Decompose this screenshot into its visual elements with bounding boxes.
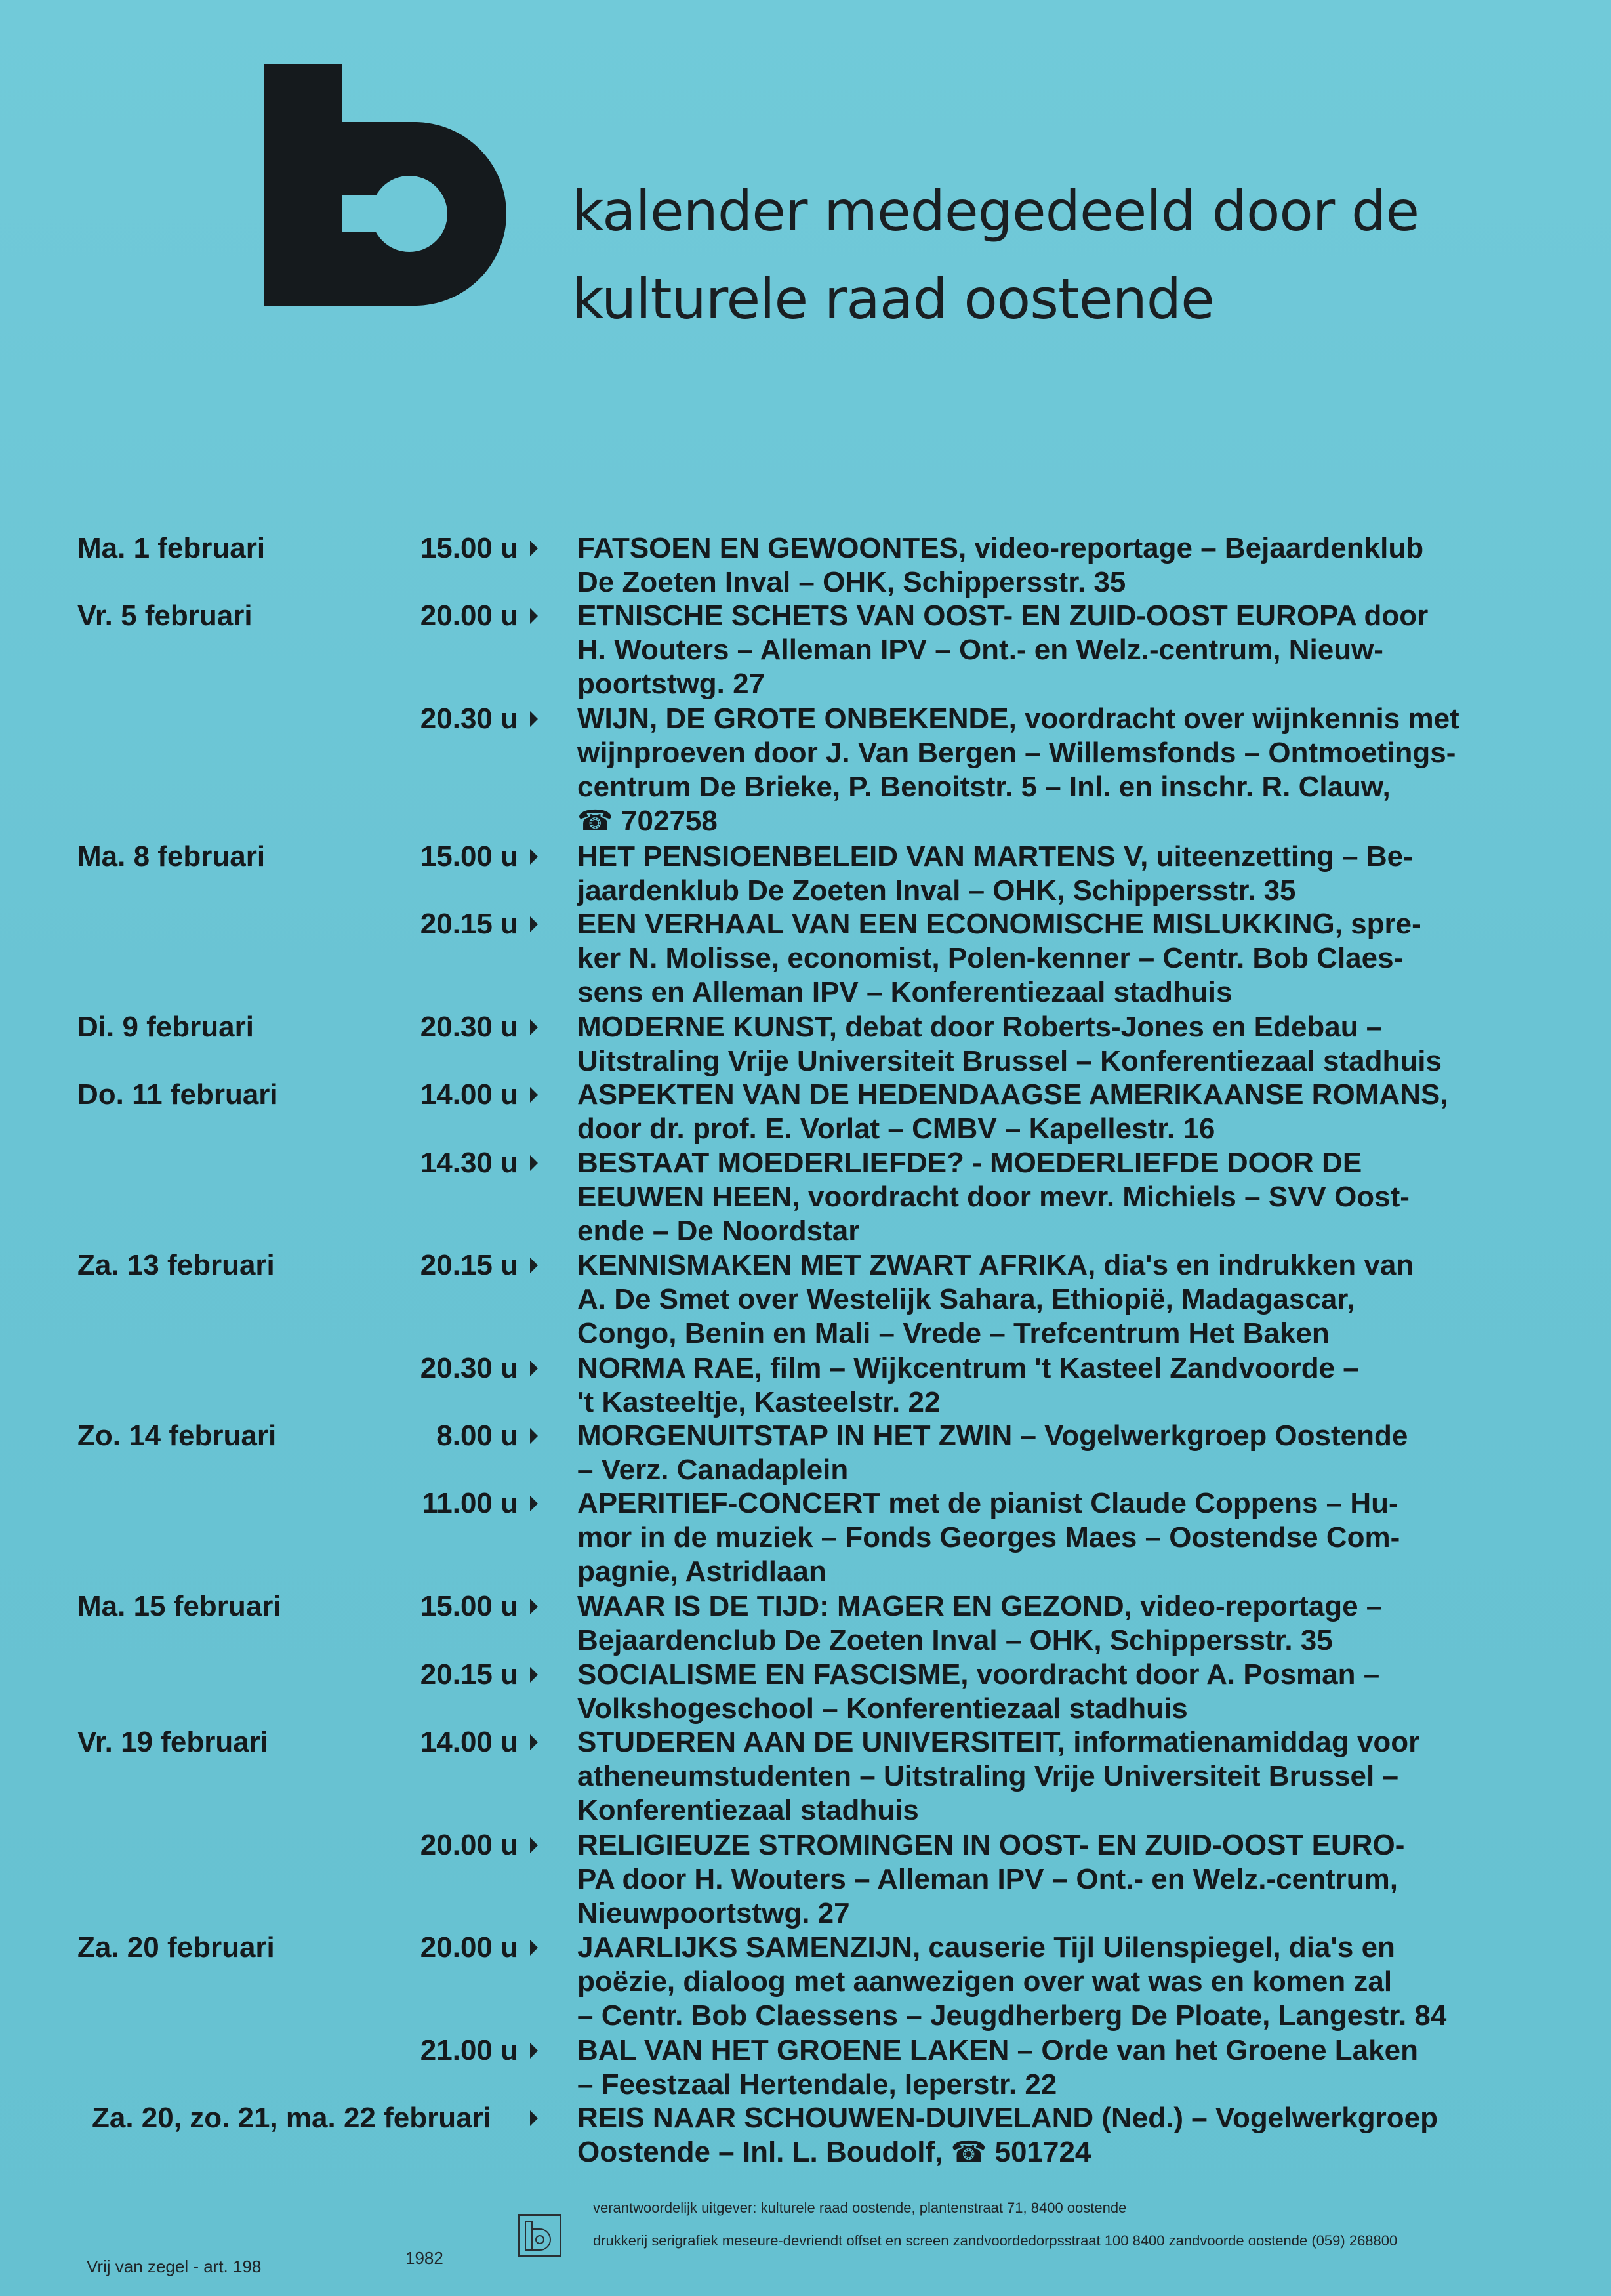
event-description: EEN VERHAAL VAN EEN ECONOMISCHE MISLUKKING, spre- ker N. Molisse, economist, Polen-kenner – Centr. Bob Claes- sens en Alleman IPV – Konferentiezaal stadhuis xyxy=(577,908,1421,1008)
event-date: Za. 20 februari xyxy=(77,1931,275,1963)
event-time: 15.00 u xyxy=(420,840,518,872)
event-time: 20.30 u xyxy=(420,703,518,735)
event-description: STUDEREN AAN DE UNIVERSITEIT, informatienamiddag voor atheneumstudenten – Uitstraling Vrije Universiteit Brussel – Konferentiezaal stadhuis xyxy=(577,1726,1420,1826)
event-row xyxy=(0,2101,1611,2168)
event-description: KENNISMAKEN MET ZWART AFRIKA, dia's en indrukken van A. De Smet over Westelijk Sahara, Ethiopië, Madagascar, Congo, Benin en Mali – Vrede – Trefcentrum Het Baken xyxy=(577,1249,1414,1349)
arrow-right-icon xyxy=(530,849,538,865)
event-time: 14.30 u xyxy=(420,1147,518,1179)
event-date: Do. 11 februari xyxy=(77,1078,278,1111)
arrow-right-icon xyxy=(530,1496,538,1511)
event-time: 14.00 u xyxy=(420,1078,518,1111)
arrow-right-icon xyxy=(530,711,538,727)
event-description: BESTAAT MOEDERLIEFDE? - MOEDERLIEFDE DOOR DE EEUWEN HEEN, voordracht door mevr. Michiels – SVV Oost- ende – De Noordstar xyxy=(577,1147,1410,1247)
event-date: Vr. 5 februari xyxy=(77,600,253,632)
arrow-right-icon xyxy=(530,916,538,932)
arrow-right-icon xyxy=(530,1155,538,1171)
arrow-right-icon xyxy=(530,1837,538,1853)
event-description: WAAR IS DE TIJD: MAGER EN GEZOND, video-reportage – Bejaardenclub De Zoeten Inval – OHK, Schippersstr. 35 xyxy=(577,1590,1383,1656)
arrow-right-icon xyxy=(530,608,538,624)
arrow-right-icon xyxy=(530,1599,538,1614)
event-description: HET PENSIOENBELEID VAN MARTENS V, uiteenzetting – Be- jaardenklub De Zoeten Inval – OHK, Schippersstr. 35 xyxy=(577,840,1413,907)
event-row xyxy=(0,1351,1611,1418)
event-row xyxy=(0,702,1611,837)
event-time: 20.00 u xyxy=(420,1931,518,1963)
arrow-right-icon xyxy=(530,1087,538,1103)
event-date: Zo. 14 februari xyxy=(77,1420,277,1452)
event-time: 20.30 u xyxy=(420,1011,518,1043)
event-date: Za. 13 februari xyxy=(77,1249,275,1281)
event-row xyxy=(0,1419,1611,1486)
event-time: 20.15 u xyxy=(420,908,518,940)
event-description: APERITIEF-CONCERT met de pianist Claude Coppens – Hu- mor in de muziek – Fonds Georges Maes – Oostendse Com- pagnie, Astridlaan xyxy=(577,1487,1400,1588)
arrow-right-icon xyxy=(530,1940,538,1956)
event-row xyxy=(0,1010,1611,1077)
header-title xyxy=(572,167,1419,343)
event-description: MORGENUITSTAP IN HET ZWIN – Vogelwerkgroep Oostende – Verz. Canadaplein xyxy=(577,1420,1408,1486)
event-time: 20.00 u xyxy=(420,600,518,632)
event-description: WIJN, DE GROTE ONBEKENDE, voordracht over wijnkennis met wijnproeven door J. Van Bergen – Willemsfonds – Ontmoetings- centrum De Brieke, P. Benoitstr. 5 – Inl. en inschr. R. Clauw, ☎ 702758 xyxy=(577,703,1459,837)
kro-logo-icon xyxy=(264,64,539,306)
event-description: RELIGIEUZE STROMINGEN IN OOST- EN ZUID-OOST EURO- PA door H. Wouters – Alleman IPV – Ont.- en Welz.-centrum, Nieuwpoortstwg. 27 xyxy=(577,1829,1405,1929)
event-row xyxy=(0,1828,1611,1929)
event-time: 15.00 u xyxy=(420,532,518,564)
event-description: MODERNE KUNST, debat door Roberts-Jones en Edebau – Uitstraling Vrije Universiteit Brussel – Konferentiezaal stadhuis xyxy=(577,1011,1442,1077)
event-description: JAARLIJKS SAMENZIJN, causerie Tijl Uilenspiegel, dia's en poëzie, dialoog met aanwezigen over wat was en komen zal – Centr. Bob Claessens – Jeugdherberg De Ploate, Langestr. 84 xyxy=(577,1931,1447,2032)
event-time: 21.00 u xyxy=(420,2034,518,2066)
event-row xyxy=(0,1248,1611,1349)
arrow-right-icon xyxy=(530,2110,538,2126)
event-time: 8.00 u xyxy=(436,1420,518,1452)
event-time: 20.15 u xyxy=(420,1249,518,1281)
event-date: Di. 9 februari xyxy=(77,1011,254,1043)
event-description: NORMA RAE, film – Wijkcentrum 't Kasteel Zandvoorde – 't Kasteeltje, Kasteelstr. 22 xyxy=(577,1352,1359,1418)
event-description: SOCIALISME EN FASCISME, voordracht door A. Posman – Volkshogeschool – Konferentiezaal stadhuis xyxy=(577,1658,1380,1725)
footer-printer: drukkerij serigrafiek meseure-devriendt offset en screen zandvoordedorpsstraat 100 8400 zandvoorde oostende (059) 268800 xyxy=(593,2232,1398,2249)
event-time: 20.15 u xyxy=(420,1658,518,1691)
arrow-right-icon xyxy=(530,1734,538,1750)
event-row xyxy=(0,599,1611,700)
arrow-right-icon xyxy=(530,1361,538,1376)
event-time: 20.00 u xyxy=(420,1829,518,1861)
event-time: 14.00 u xyxy=(420,1726,518,1758)
arrow-right-icon xyxy=(530,541,538,556)
event-date: Ma. 8 februari xyxy=(77,840,266,872)
header-line-2: kulturele raad oostende xyxy=(572,267,1214,331)
event-row xyxy=(0,1589,1611,1656)
arrow-right-icon xyxy=(530,1258,538,1273)
event-date: Za. 20, zo. 21, ma. 22 februari xyxy=(92,2102,491,2134)
event-row xyxy=(0,1146,1611,1247)
event-row xyxy=(0,531,1611,598)
footer-year: 1982 xyxy=(405,2248,443,2268)
event-date: Ma. 1 februari xyxy=(77,532,266,564)
arrow-right-icon xyxy=(530,1428,538,1444)
footer-publisher: verantwoordelijk uitgever: kulturele raad oostende, plantenstraat 71, 8400 oostende xyxy=(593,2200,1127,2216)
footer-stamp: Vrij van zegel - art. 198 xyxy=(87,2257,262,2276)
event-time: 11.00 u xyxy=(422,1487,518,1519)
event-description: REIS NAAR SCHOUWEN-DUIVELAND (Ned.) – Vogelwerkgroep Oostende – Inl. L. Boudolf, ☎ 501724 xyxy=(577,2102,1438,2168)
header-line-1: kalender medegedeeld door de xyxy=(572,179,1419,243)
event-row xyxy=(0,1725,1611,1826)
event-description: ETNISCHE SCHETS VAN OOST- EN ZUID-OOST EUROPA door H. Wouters – Alleman IPV – Ont.- en Welz.-centrum, Nieuw- poortstwg. 27 xyxy=(577,600,1429,700)
event-description: FATSOEN EN GEWOONTES, video-reportage – Bejaardenklub De Zoeten Inval – OHK, Schippersstr. 35 xyxy=(577,532,1424,598)
arrow-right-icon xyxy=(530,2043,538,2059)
event-time: 15.00 u xyxy=(420,1590,518,1622)
event-time: 20.30 u xyxy=(420,1352,518,1384)
event-date: Vr. 19 februari xyxy=(77,1726,269,1758)
event-row xyxy=(0,1486,1611,1588)
footer-logo-icon xyxy=(518,2214,561,2257)
arrow-right-icon xyxy=(530,1019,538,1035)
event-row xyxy=(0,907,1611,1008)
event-description: BAL VAN HET GROENE LAKEN – Orde van het Groene Laken – Feestzaal Hertendale, Ieperstr. 22 xyxy=(577,2034,1418,2101)
event-date: Ma. 15 februari xyxy=(77,1590,281,1622)
arrow-right-icon xyxy=(530,1667,538,1683)
event-description: ASPEKTEN VAN DE HEDENDAAGSE AMERIKAANSE ROMANS, door dr. prof. E. Vorlat – CMBV – Kapellestr. 16 xyxy=(577,1078,1448,1145)
